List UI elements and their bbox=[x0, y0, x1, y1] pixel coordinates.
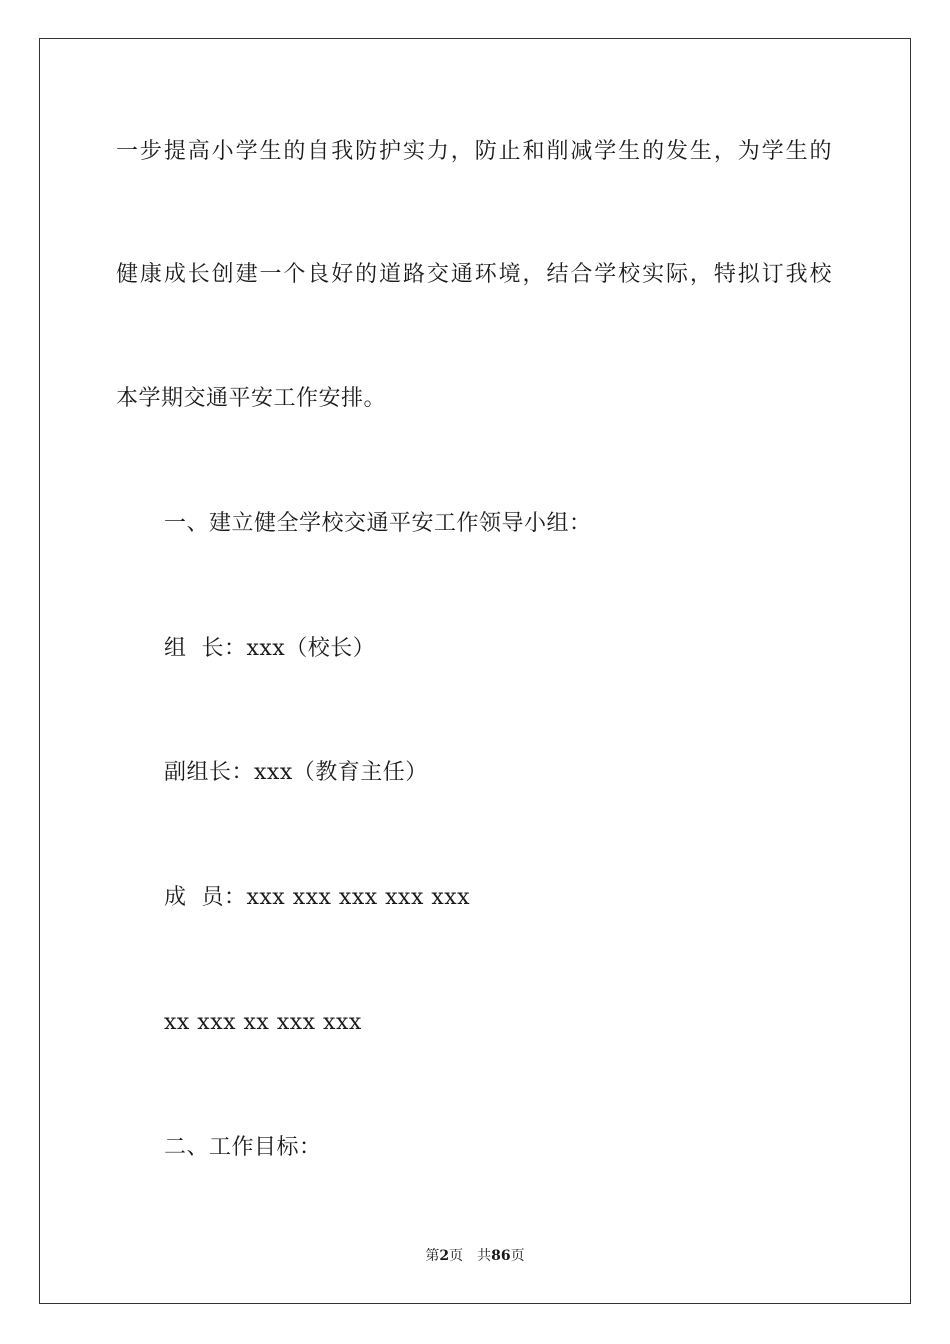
page-prefix: 第 bbox=[425, 1248, 440, 1264]
total-suffix: 页 bbox=[510, 1248, 525, 1264]
group-leader-line: 组 长：xxx（校长） bbox=[164, 636, 376, 661]
members-line: 成 员：xxx xxx xxx xxx xxx bbox=[164, 885, 471, 910]
body-line-1: 一步提高小学生的自我防护实力，防止和削减学生的发生，为学生的 bbox=[116, 139, 832, 164]
page-border bbox=[39, 38, 911, 1304]
members-line-continued: xx xxx xx xxx xxx bbox=[164, 1010, 362, 1035]
page-suffix: 页 bbox=[449, 1248, 464, 1264]
total-prefix: 共 bbox=[477, 1248, 492, 1264]
body-line-3: 本学期交通平安工作安排。 bbox=[116, 386, 387, 411]
body-line-2: 健康成长创建一个良好的道路交通环境，结合学校实际，特拟订我校 bbox=[116, 262, 832, 287]
page-footer bbox=[0, 1246, 950, 1266]
page-number: 2 bbox=[439, 1248, 450, 1264]
deputy-leader-line: 副组长：xxx（教育主任） bbox=[164, 760, 428, 785]
section-heading-2: 二、工作目标： bbox=[164, 1135, 322, 1160]
total-pages: 86 bbox=[491, 1248, 511, 1264]
section-heading-1: 一、建立健全学校交通平安工作领导小组： bbox=[164, 511, 592, 536]
